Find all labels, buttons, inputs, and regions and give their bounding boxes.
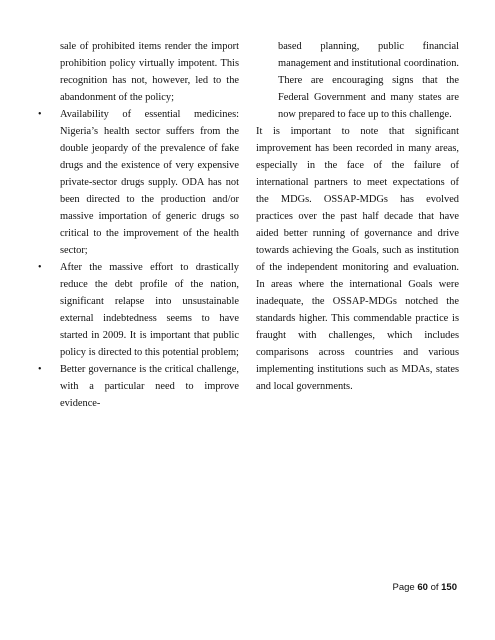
body-paragraph: It is important to note that significant improvement has been recorded in many areas, especially in the face of the failure of international partners to meet expectations of the MDGs. OSSAP-MDGs has evolved practices over the past half decade that have aided better running of governance and drive towards achieving the Goals, such as institution of the independent monitoring and evaluation. In areas where the international Goals were inadequate, the OSSAP-MDGs notched the standards higher. This commendable practice is fraught with challenges, which includes comparisons across countries and various implementing institutions such as MDAs, states and local governments. (256, 126, 459, 392)
bullet-item-governance (38, 361, 239, 412)
right-continuation-text: based planning, public financial management and institutional coordination. There are encouraging signs that the Federal Government and many states are now prepared to face up to this challenge. (278, 41, 459, 120)
bullet-text: Better governance is the critical challenge, with a particular need to improve evidence- (60, 364, 239, 409)
page-label: Page (392, 582, 415, 593)
left-continuation-text: sale of prohibited items render the import prohibition policy virtually impotent. This recognition has not, however, led to the abandonment of the policy; (60, 41, 239, 103)
right-column (256, 38, 459, 395)
current-page-number: 60 (417, 582, 428, 593)
bullet-text: Availability of essential medicines: Nigeria’s health sector suffers from the double jeopardy of the prevalence of fake drugs and the existence of very expensive private-sector drugs supply. ODA has not been directed to the production and/or massive importation of generic drugs so critical to the improvement of the health sector; (60, 109, 239, 256)
bullet-text: After the massive effort to drastically reduce the debt profile of the nation, significant relapse into unsustainable external indebtedness seems to have started in 2009. It is important that public policy is directed to this potential problem; (60, 262, 239, 358)
bullet-item-debt (38, 259, 239, 361)
left-column (38, 38, 239, 412)
bullet-icon: • (38, 262, 42, 273)
total-pages-number: 150 (441, 582, 457, 593)
bullet-icon: • (38, 364, 42, 375)
bullet-item-medicines (38, 106, 239, 259)
of-label: of (430, 582, 439, 593)
bullet-icon: • (38, 109, 42, 120)
page-number-footer (393, 582, 457, 593)
